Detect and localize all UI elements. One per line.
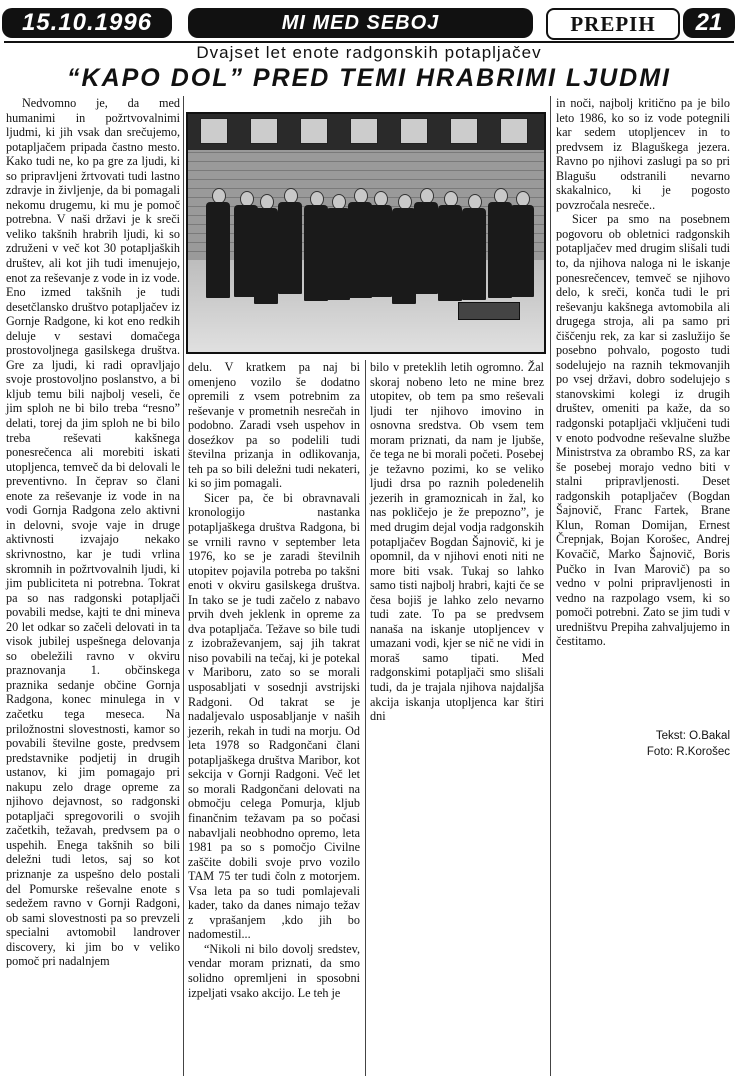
issue-date: 15.10.1996 [2, 8, 172, 38]
article-column-1: Nedvomno je, da med humanimi in požrtvovalnimi ljudmi, ki jih vsak dan srečujemo, potapljačem pripada častno mesto. Kako tudi ne, ko pa gre za ljudi, ki so pripravljeni žrtvovati tudi lastno zdravje in življenje, da bi pomagali nekomu drugemu, ki mu je pomoč potrebna. V naši državi je k sreči veliko takšnih hrabrih ljudi, ki so združeni v več kot 30 potapljaških društev, ali kot jih tudi imenujejo, enot za reševanje z vode in iz vode. Eno izmed takšnih je tudi desetčlansko društvo potapljačev iz Gornje Radgone, ki kot eno redkih deluje v sestavi domačega prostovoljnega gasilskega društva. Gre za ljudi, ki radi opravljajo svoje prostovoljno poslanstvo, a bi kljub temu bili najbolj veseli, če jim sploh ne bi bilo treba “resno” delati, torej da jim sploh ne bi bilo treba reševati kakšnega ponesrečenca ali morebiti iskati utopljenca, temveč da bi delovali le preventivno. In čeprav so člani enote za reševanje iz vode in na vodi Gornja Radgona zelo aktivni in delovni, svoje vaje in druge aktivnosti izvajajo nekako skrivnostno, kar je tudi vrlina skromnih in požrtvovalnih ljudi, ki jim publiciteta ni potrebna. Tokrat pa so nas radgonski potapljači povabili medse, kajti te dni mineva 20 let odkar so začeli delovati in ta visok jubilej uspešnega delovanja so obeležili ravno v okviru praznovanja 1. občinskega praznika sedanje občine Gornja Radgona, konec minulega in v začetku tega meseca. Na priložnostni slovestnosti, kamor so povabili številne goste, predvsem predstavnike podjetij in drugih ustanov, ki jim pomagajo pri nakupu zelo drage opreme za njihovo dejavnost, so radgonski potapljači spregovorili o svojih začetkih, težavah, predvsem pa o uspehih. Enega takšnih so bili deležni tudi letos, saj so kot priznanje za uspešno delo postali del Pomurske reševalne enote s sedežem ravno v Gornji Radgoni, ob sami slovestnosti pa so prevzeli specialni avtomobil landrover discovery, ki jim bo v veliko pomoč pri nadalnjem [6, 96, 180, 969]
article-column-4: in noči, najbolj kritično pa je bilo leto 1986, ko so iz vode potegnili kar sedem utopljencev in to predvsem iz Blaguškega jezera. Ravno po njihovi zaslugi pa so pri Blagušu odstranili nevarno skakalnico, ki je pogosto povzročala nesreče.. Sicer pa smo na posebnem pogovoru ob obletnici radgonskih potapljačev med drugim slišali tudi to, da njihova naloga ni le iskanje ponesrečencev, temveč se njihovo delo, k sreči, konča tudi le pri reševanju kakšnega avtomobila ali drugega stroja, ali pa samo pri čiščenju rek, za kar si zaslužijo še posebno pohvalo, pogosto tudi sodelujejo na raznih tekmovanjih po vsej državi, dobro sodelujejo s stanovskimi kolegi iz drugih društev, omeniti pa kaže, da so radgonski potapljači vključeni tudi v enoto podvodne reševalne službe Ministrstva za obrambo RS, za kar še posebej morajo vedno biti v stalni pripravljenosti. Deset radgonskih potapljačev (Bogdan Šajnovič, Franc Fartek, Brane Klun, Roman Domijan, Ernest Črepnjak, Bojan Korošec, Andrej Kovačič, Marko Šajnovič, Boris Pučko in Ivan Marovič) pa so vedno v polni pripravljenosti in vedno na razpolago vsem, ki so pomoči potrebni. Zato se jim tudi v uredništvu Prepiha zahvaljujemo in čestitamo. [556, 96, 730, 649]
text-credit: Tekst: O.Bakal [655, 730, 730, 742]
article-credits [556, 728, 730, 760]
group-photo [186, 112, 546, 354]
page-number: 21 [683, 8, 735, 38]
photo-credit: Foto: R.Korošec [646, 746, 730, 758]
article-headline: “KAPO DOL” PRED TEMI HRABRIMI LJUDMI [67, 64, 671, 92]
section-title: MI MED SEBOJ [188, 8, 533, 38]
article-column-2: delu. V kratkem pa naj bi omenjeno vozilo še dodatno opremili z vsem potrebnim za reševanje v prometnih nesrečah in podobno. Zaradi vseh uspehov in doseźkov pa so podelili tudi številna prizanja in odlikovanja, teh pa so bili deležni tudi nekateri, ki so jim pomagali. Sicer pa, če bi obravnavali kronologijo nastanka potapljaškega društva Radgona, bi se vrnili ravno v september leta 1976, ko se je zaradi številnih utopitev pojavila potreba po takšni enoti v okviru gasilskega društva. In tako se je tudi začelo z nabavo prvih dveh jeklenk in opreme za dva potapljača. Težave so bile tudi z izobraževanjem, saj jih takrat niso povabili na tečaj, ki je potekal v Mariboru, zato so se morali usposabljati v sosednji avstrijski Radgoni. Od takrat se je nadaljevalo usposabljanje v naših jezerih, rekah in tudi na morju. Od leta 1978 so Radgončani člani potapljaškega društva Maribor, kot sekcija v Gornji Radgoni. Več let so morali Radgončani delovati na območju celega Pomurja, kljub finančnim težavam pa so počasi nabavljali neobhodno opremo, leta 1981 pa so s pomočjo Civilne zaščite dobili svoje prvo vozilo TAM 75 ter tudi čoln z motorjem. Vsa leta pa so tudi pomlajevali kader, tako da danes nimajo težav z vprašanjem ,kdo jih bo nadomestil... “Nikoli ni bilo dovolj sredstev, vendar moram priznati, da smo solidno opremljeni in sposobni izpeljati vsako akcijo. Le teh je [188, 360, 360, 1000]
column-divider [365, 360, 366, 1076]
column-divider [183, 96, 184, 1076]
article-column-3: bilo v preteklih letih ogromno. Žal skoraj nobeno leto ne mine brez utopitev, ob tem pa smo reševali ljudi ter njihovo imovino in osnovna sredstva. Ob vsem tem moram priznati, da nam je ljubše, če tega ne bi morali početi. Posebej je težavno pozimi, ko se veliko ljudi drsa po raznih poledenelih jezerih in gramoznicah in žal, ko nas pokličejo je že prepozno”, je med drugim dejal vodja radgonskih potapljačev Bogdan Šajnovič, ki je opomnil, da v njihovi enoti niti ne more biti vsak. Tukaj so lahko samo tisti najbolj hrabri, kajti če se česa bojiš je lahko zelo nevarno tudi zate. To pa se predvsem nanaša na iskanje utopljencev v umazani vodi, kjer se nič ne vidi in moraš samo tipati. Med radgonskimi potapljači smo slišali tudi, da je trajala njihova najdaljša akcija iskanja utopljenca kar štiri dni [370, 360, 544, 724]
brand-logo: PREPIH [546, 8, 680, 40]
column-divider [550, 96, 551, 1076]
article-supertitle: Dvajset let enote radgonskih potapljačev [196, 43, 542, 62]
